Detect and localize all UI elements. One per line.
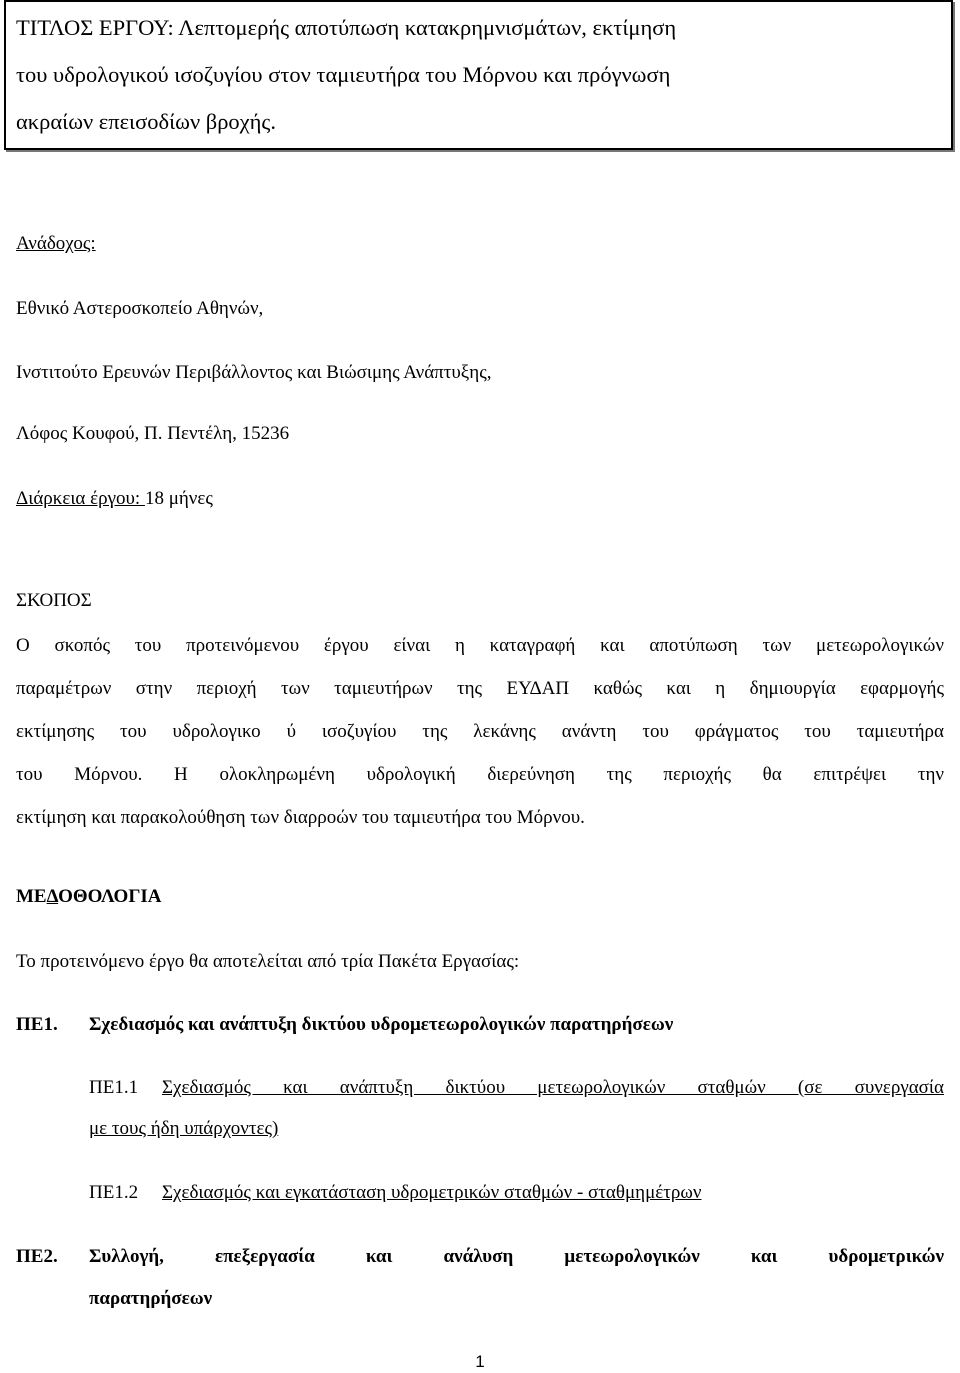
methodology-heading-underlined: Δ xyxy=(46,886,59,907)
wp1-title: Σχεδιασμός και ανάπτυξη δικτύου υδρομετεωρολογικών παρατηρήσεων xyxy=(89,1014,674,1035)
methodology-heading-post: ΟΘΟΛΟΓΙΑ xyxy=(58,886,162,907)
wp1-1-text-line-1-inner: Σχεδιασμός και ανάπτυξη δικτύου μετεωρολογικών σταθμών (σε συνεργασία xyxy=(162,1077,944,1098)
wp2-title-line-2: παρατηρήσεων xyxy=(89,1288,213,1309)
wp1-2-text: Σχεδιασμός και εγκατάσταση υδρομετρικών σταθμών - σταθμημέτρων xyxy=(162,1182,702,1203)
wp2-title-line-1 xyxy=(89,1246,944,1268)
duration-value: 18 μήνες xyxy=(144,488,213,509)
scope-heading: ΣΚΟΠΟΣ xyxy=(16,590,92,611)
title-line-1: ΤΙΤΛΟΣ ΕΡΓΟΥ: Λεπτομερής αποτύπωση κατακρημνισμάτων, εκτίμηση xyxy=(16,15,677,40)
wp1-1-text-line-1 xyxy=(162,1077,944,1099)
wp2-code: ΠΕ2. xyxy=(16,1246,58,1267)
duration xyxy=(16,488,213,510)
scope-line-1: Ο σκοπός του προτεινόμενου έργου είναι η καταγραφή και αποτύπωση των μετεωρολογικών xyxy=(16,635,944,656)
methodology-heading xyxy=(16,886,162,908)
duration-label: Διάρκεια έργου: xyxy=(16,488,145,509)
methodology-intro: Το προτεινόμενο έργο θα αποτελείται από τρία Πακέτα Εργασίας: xyxy=(16,951,520,972)
contractor-line-1: Εθνικό Αστεροσκοπείο Αθηνών, xyxy=(16,298,264,319)
wp2-title-line-1-inner: Συλλογή, επεξεργασία και ανάλυση μετεωρολογικών και υδρομετρικών xyxy=(89,1246,944,1267)
title-line-3: ακραίων επεισοδίων βροχής. xyxy=(16,109,276,134)
title-line-2: του υδρολογικού ισοζυγίου στον ταμιευτήρα του Μόρνου και πρόγνωση xyxy=(16,62,671,87)
contractor-line-2: Ινστιτούτο Ερευνών Περιβάλλοντος και Βιώσιμης Ανάπτυξης, xyxy=(16,362,492,383)
wp1-1-text-line-2: με τους ήδη υπάρχοντες) xyxy=(89,1118,279,1139)
scope-line-4: του Μόρνου. Η ολοκληρωμένη υδρολογική διερεύνηση της περιοχής θα επιτρέψει την xyxy=(16,764,944,785)
scope-paragraph xyxy=(16,624,944,839)
contractor-label: Ανάδοχος: xyxy=(16,233,96,254)
scope-line-5: εκτίμηση και παρακολούθηση των διαρροών του ταμιευτήρα του Μόρνου. xyxy=(16,807,585,828)
wp1-1-code: ΠΕ1.1 xyxy=(89,1077,139,1098)
title-box xyxy=(4,0,953,150)
methodology-heading-pre: ΜΕ xyxy=(16,886,47,907)
page-number: 1 xyxy=(475,1352,485,1371)
scope-line-2: παραμέτρων στην περιοχή των ταμιευτήρων της ΕΥΔΑΠ καθώς και η δημιουργία εφαρμογής xyxy=(16,678,944,699)
wp1-2-code: ΠΕ1.2 xyxy=(89,1182,139,1203)
wp1-1 xyxy=(89,1077,138,1099)
scope-line-3: εκτίμησης του υδρολογικο ύ ισοζυγίου της λεκάνης ανάντη του φράγματος του ταμιευτήρα xyxy=(16,721,944,742)
wp1-code: ΠΕ1. xyxy=(16,1014,58,1035)
contractor-line-3: Λόφος Κουφού, Π. Πεντέλη, 15236 xyxy=(16,423,290,444)
